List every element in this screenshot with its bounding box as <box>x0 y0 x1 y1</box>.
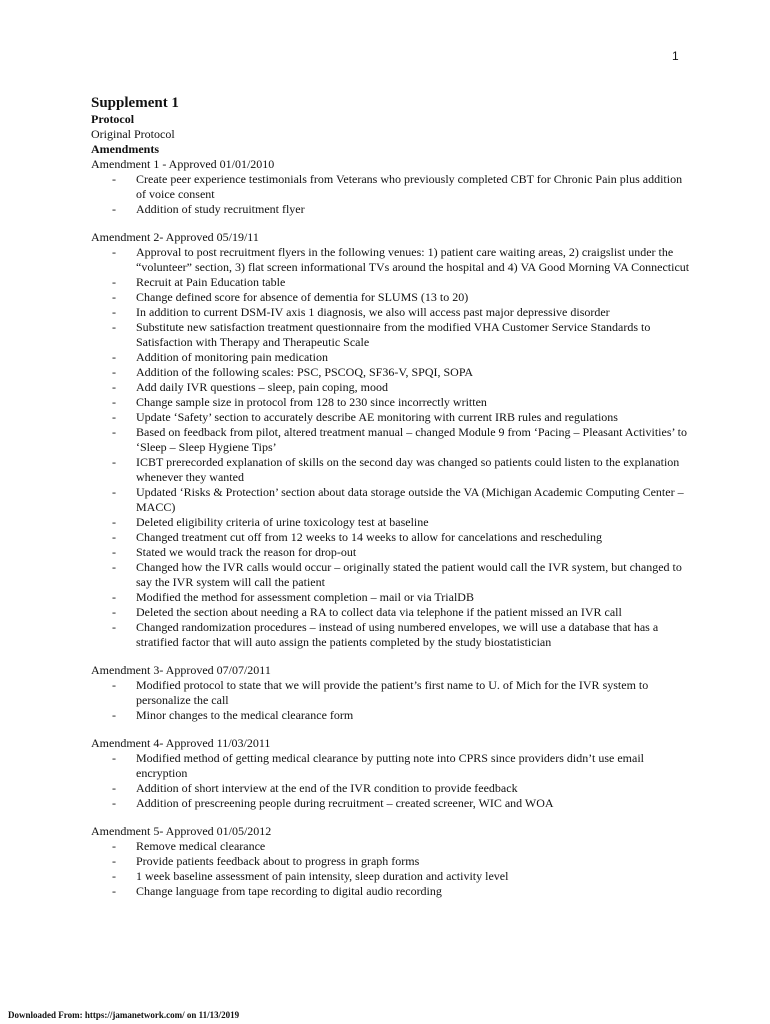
amendment-heading: Amendment 1 - Approved 01/01/2010 <box>91 157 275 171</box>
list-item: - Minor changes to the medical clearance form <box>91 708 691 723</box>
list-item: - Deleted eligibility criteria of urine toxicology test at baseline <box>91 515 691 530</box>
list-item: - Update ‘Safety’ section to accurately describe AE monitoring with current IRB rules and regulations <box>91 410 691 425</box>
amendment-list <box>91 245 691 650</box>
list-item: - Change language from tape recording to digital audio recording <box>91 884 691 899</box>
list-item: - Modified method of getting medical clearance by putting note into CPRS since providers didn’t use email encryption <box>91 751 691 781</box>
amendment-list <box>91 839 691 899</box>
document-title: Supplement 1 <box>91 95 179 111</box>
original-protocol-label: Original Protocol <box>91 127 175 141</box>
amendment-heading: Amendment 3- Approved 07/07/2011 <box>91 663 271 677</box>
amendment-section <box>91 230 691 650</box>
amendment-section <box>91 663 691 723</box>
amendment-heading: Amendment 5- Approved 01/05/2012 <box>91 824 272 838</box>
amendment-section <box>91 824 691 899</box>
list-item: - Modified the method for assessment completion – mail or via TrialDB <box>91 590 691 605</box>
list-item: - Create peer experience testimonials from Veterans who previously completed CBT for Chronic Pain plus addition of voice consent <box>91 172 691 202</box>
amendment-heading: Amendment 4- Approved 11/03/2011 <box>91 736 271 750</box>
list-item: - Changed how the IVR calls would occur – originally stated the patient would call the IVR system, but changed to say the IVR system will call the patient <box>91 560 691 590</box>
amendment-section <box>91 157 691 217</box>
list-item: - Modified protocol to state that we will provide the patient’s first name to U. of Mich for the IVR system to personalize the call <box>91 678 691 708</box>
list-item: - Recruit at Pain Education table <box>91 275 691 290</box>
list-item: - In addition to current DSM-IV axis 1 diagnosis, we also will access past major depressive disorder <box>91 305 691 320</box>
list-item: - Change sample size in protocol from 128 to 230 since incorrectly written <box>91 395 691 410</box>
amendment-list <box>91 678 691 723</box>
download-footer: Downloaded From: https://jamanetwork.com/ on 11/13/2019 <box>8 1010 240 1020</box>
list-item: - Deleted the section about needing a RA to collect data via telephone if the patient missed an IVR call <box>91 605 691 620</box>
amendments-heading: Amendments <box>91 142 159 156</box>
list-item: - Changed randomization procedures – instead of using numbered envelopes, we will use a database that has a stratified factor that will auto assign the patients completed by the study biostatistician <box>91 620 691 650</box>
list-item: - Addition of monitoring pain medication <box>91 350 691 365</box>
amendment-heading: Amendment 2- Approved 05/19/11 <box>91 230 259 244</box>
list-item: - ICBT prerecorded explanation of skills on the second day was changed so patients could listen to the explanation whenever they wanted <box>91 455 691 485</box>
page-number: 1 <box>672 49 679 63</box>
list-item: - Provide patients feedback about to progress in graph forms <box>91 854 691 869</box>
list-item: - Addition of short interview at the end of the IVR condition to provide feedback <box>91 781 691 796</box>
amendment-section <box>91 736 691 811</box>
protocol-heading: Protocol <box>91 112 135 126</box>
amendment-list <box>91 172 691 217</box>
document-body <box>91 94 691 899</box>
list-item: - Approval to post recruitment flyers in the following venues: 1) patient care waiting areas, 2) craigslist under the “volunteer” section, 3) flat screen informational TVs around the hospital and 4) VA Good Morning VA Connecticut <box>91 245 691 275</box>
list-item: - Remove medical clearance <box>91 839 691 854</box>
list-item: - Based on feedback from pilot, altered treatment manual – changed Module 9 from ‘Pacing – Pleasant Activities’ to ‘Sleep – Sleep Hygiene Tips’ <box>91 425 691 455</box>
list-item: - Substitute new satisfaction treatment questionnaire from the modified VHA Customer Service Standards to Satisfaction with Therapy and Therapeutic Scale <box>91 320 691 350</box>
list-item: - Addition of study recruitment flyer <box>91 202 691 217</box>
list-item: - Addition of prescreening people during recruitment – created screener, WIC and WOA <box>91 796 691 811</box>
list-item: - Add daily IVR questions – sleep, pain coping, mood <box>91 380 691 395</box>
amendment-list <box>91 751 691 811</box>
list-item: - Stated we would track the reason for drop-out <box>91 545 691 560</box>
list-item: - Change defined score for absence of dementia for SLUMS (13 to 20) <box>91 290 691 305</box>
list-item: - 1 week baseline assessment of pain intensity, sleep duration and activity level <box>91 869 691 884</box>
list-item: - Addition of the following scales: PSC, PSCOQ, SF36-V, SPQI, SOPA <box>91 365 691 380</box>
list-item: - Changed treatment cut off from 12 weeks to 14 weeks to allow for cancelations and rescheduling <box>91 530 691 545</box>
list-item: - Updated ‘Risks & Protection’ section about data storage outside the VA (Michigan Academic Computing Center – MACC) <box>91 485 691 515</box>
